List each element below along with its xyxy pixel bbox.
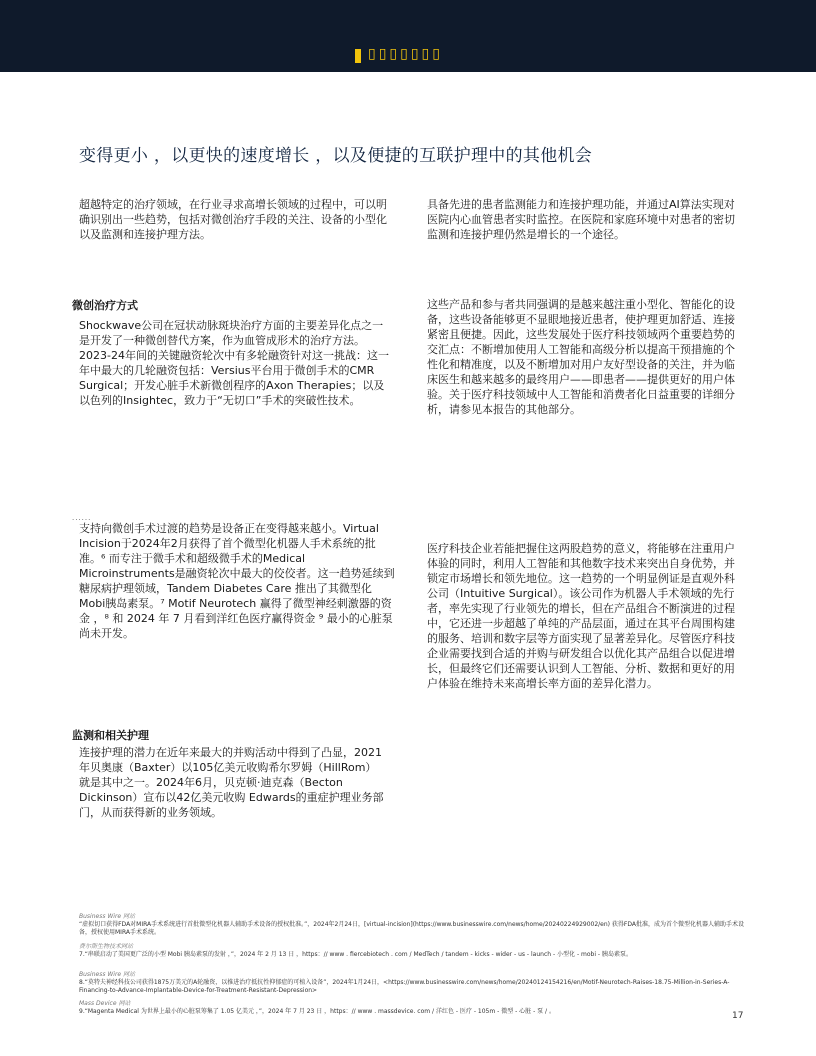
page-heading: 变得更小 ，以更快的速度增长 ，以及便捷的互联护理中的其他机会: [79, 146, 593, 166]
header-accent-bar: [355, 49, 361, 63]
section2-left: 支持向微创手术过渡的趋势是设备正在变得越来越小。Virtual Incision于2024年2月获得了首个微型化机器人手术系统的批准。⁶ 而专注于微手术和超级微手术的Medical Microinstruments是融资轮次中最大的佼佼者。这一趋势延续到糖尿病护理领域，Tandem Diabetes Care 推出了其微型化Mobi胰岛素泵。⁷ Motif Neurotech 赢得了微型神经刺激器的资金 ，⁸ 和 2024 年 7 月看到洋红色医疗赢得资金 ⁹ 最小的心脏泵尚未开发。: [79, 522, 395, 640]
intro-left: 超越特定的治疗领域，在行业寻求高增长领域的过程中，可以明确识别出一些趋势，包括对微创治疗手段的关注、设备的小型化以及监测和连接护理方法。: [79, 198, 387, 241]
footnote-source: Business Wire 网站: [79, 913, 136, 920]
section1-right: 这些产品和参与者共同强调的是越来越注重小型化、智能化的设备，这些设备能够更不显眼地接近患者，使护理更加舒适、连接紧密且便捷。因此，这些发展处于医疗科技领域两个重要趋势的交汇点：不断增加使用人工智能和高级分析以提高干预措施的个性化和精准度，以及不断增加对用户友好型设备的关注，并为临床医生和越来越多的最终用户——即患者——提供更好的用户体验。关于医疗科技领域中人工智能和消费者化日益重要的详细分析，请参见本报告的其他部分。: [427, 298, 735, 416]
section-title-minimally-invasive: 微创治疗方式: [72, 299, 138, 312]
footnote-source: Mass Device 网站: [79, 1000, 131, 1007]
page-number: 17: [732, 1011, 744, 1021]
section1-left: Shockwave公司在冠状动脉斑块治疗方面的主要差异化点之一是开发了一种微创替代方案，作为血管成形术的治疗方法。2023-24年间的关键融资轮次中有多轮融资针对这一挑战：这一年中最大的几轮融资包括：Versius平台用于微创手术的CMR Surgical；开发心脏手术新微创程序的Axon Therapies；以及以色列的Insightec，致力于“无切口”手术的突破性技术。: [79, 319, 389, 407]
footnote-source: Business Wire 网站: [79, 971, 136, 978]
footnote-text: 8.“莫特夫神经科技公司获得1875万美元的A轮融资，以推进治疗抵抗性抑郁症的可植入设备”，2024年1月24日，<https://www.businesswire.com/news/home/20240124154216/en/Motif-Neurotech-Raises-18.75-Million-in-Series-A-Financing-to-Advance-Implantable-Device-for-Treatment-Resistant-Depression>: [79, 979, 730, 994]
header-bar: [0, 0, 816, 72]
footnote-9: [79, 1000, 749, 1016]
footnote-7: [79, 943, 749, 959]
header-title: ▯▯▯▯▯▯▯: [368, 46, 443, 62]
footnote-text: 7.“串联启动了美国更广泛的小型 Mobi 胰岛素泵的发射 ，”，2024 年 2 月 13 日 ，https：// www . fiercebiotech . com / MedTech / tandem - kicks - wider - us - launch - 小型化 - mobi - 胰岛素泵。: [79, 951, 632, 958]
divider-dots: ......: [72, 514, 92, 522]
intro-right: 具备先进的患者监测能力和连接护理功能，并通过AI算法实现对医院内心血管患者实时监控。在医院和家庭环境中对患者的密切监测和连接护理仍然是增长的一个途径。: [427, 198, 735, 241]
section-title-monitoring: 监测和相关护理: [72, 729, 149, 742]
section2-right: 医疗科技企业若能把握住这两股趋势的意义，将能够在注重用户体验的同时，利用人工智能和其他数字技术来突出自身优势，并锁定市场增长和领先地位。这一趋势的一个明显例证是直观外科公司（Intuitive Surgical）。该公司作为机器人手术领域的先行者，率先实现了行业领先的增长，但在产品组合不断演进的过程中，它还进一步超越了单纯的产品层面，通过在其平台周围构建的服务、培训和数字层等方面实现了显著差异化。尽管医疗科技企业需要找到合适的并购与研发组合以优化其产品组合以促进增长，但最终它们还需要认识到人工智能、分析、数据和更好的用户体验在维持未来高增长率方面的差异化潜力。: [427, 542, 735, 690]
footnote-text: “虚拟切口获得FDA对MIRA手术系统进行首批微型化机器人辅助手术设备的授权批准。”，2024年2月24日，[virtual-incision](https://www.businesswire.com/news/home/20240224929002/en) 获得FDA批准，成为首个微型化机器人辅助手术设备，授权使用MIRA手术系统。: [79, 921, 744, 936]
footnote-text: 9.“Magenta Medical 为世界上最小的心脏泵筹集了 1.05 亿美元 ，”，2024 年 7 月 23 日 ，https：// www . massdevice. com / 洋红色 - 医疗 - 105m - 微型 - 心脏 - 泵 / 。: [79, 1008, 555, 1015]
footnote-8: [79, 971, 749, 995]
section3-left: 连接护理的潜力在近年来最大的并购活动中得到了凸显，2021年贝奥康（Baxter）以105亿美元收购希尔罗姆（HillRom）就是其中之一。2024年6月，贝克顿·迪克森（Becton Dickinson）宣布以42亿美元收购 Edwards的重症护理业务部门，从而获得新的业务领域。: [79, 746, 384, 819]
footnote-source: 费尔斯生物技术网站: [79, 943, 134, 950]
footnote-6: [79, 913, 749, 937]
